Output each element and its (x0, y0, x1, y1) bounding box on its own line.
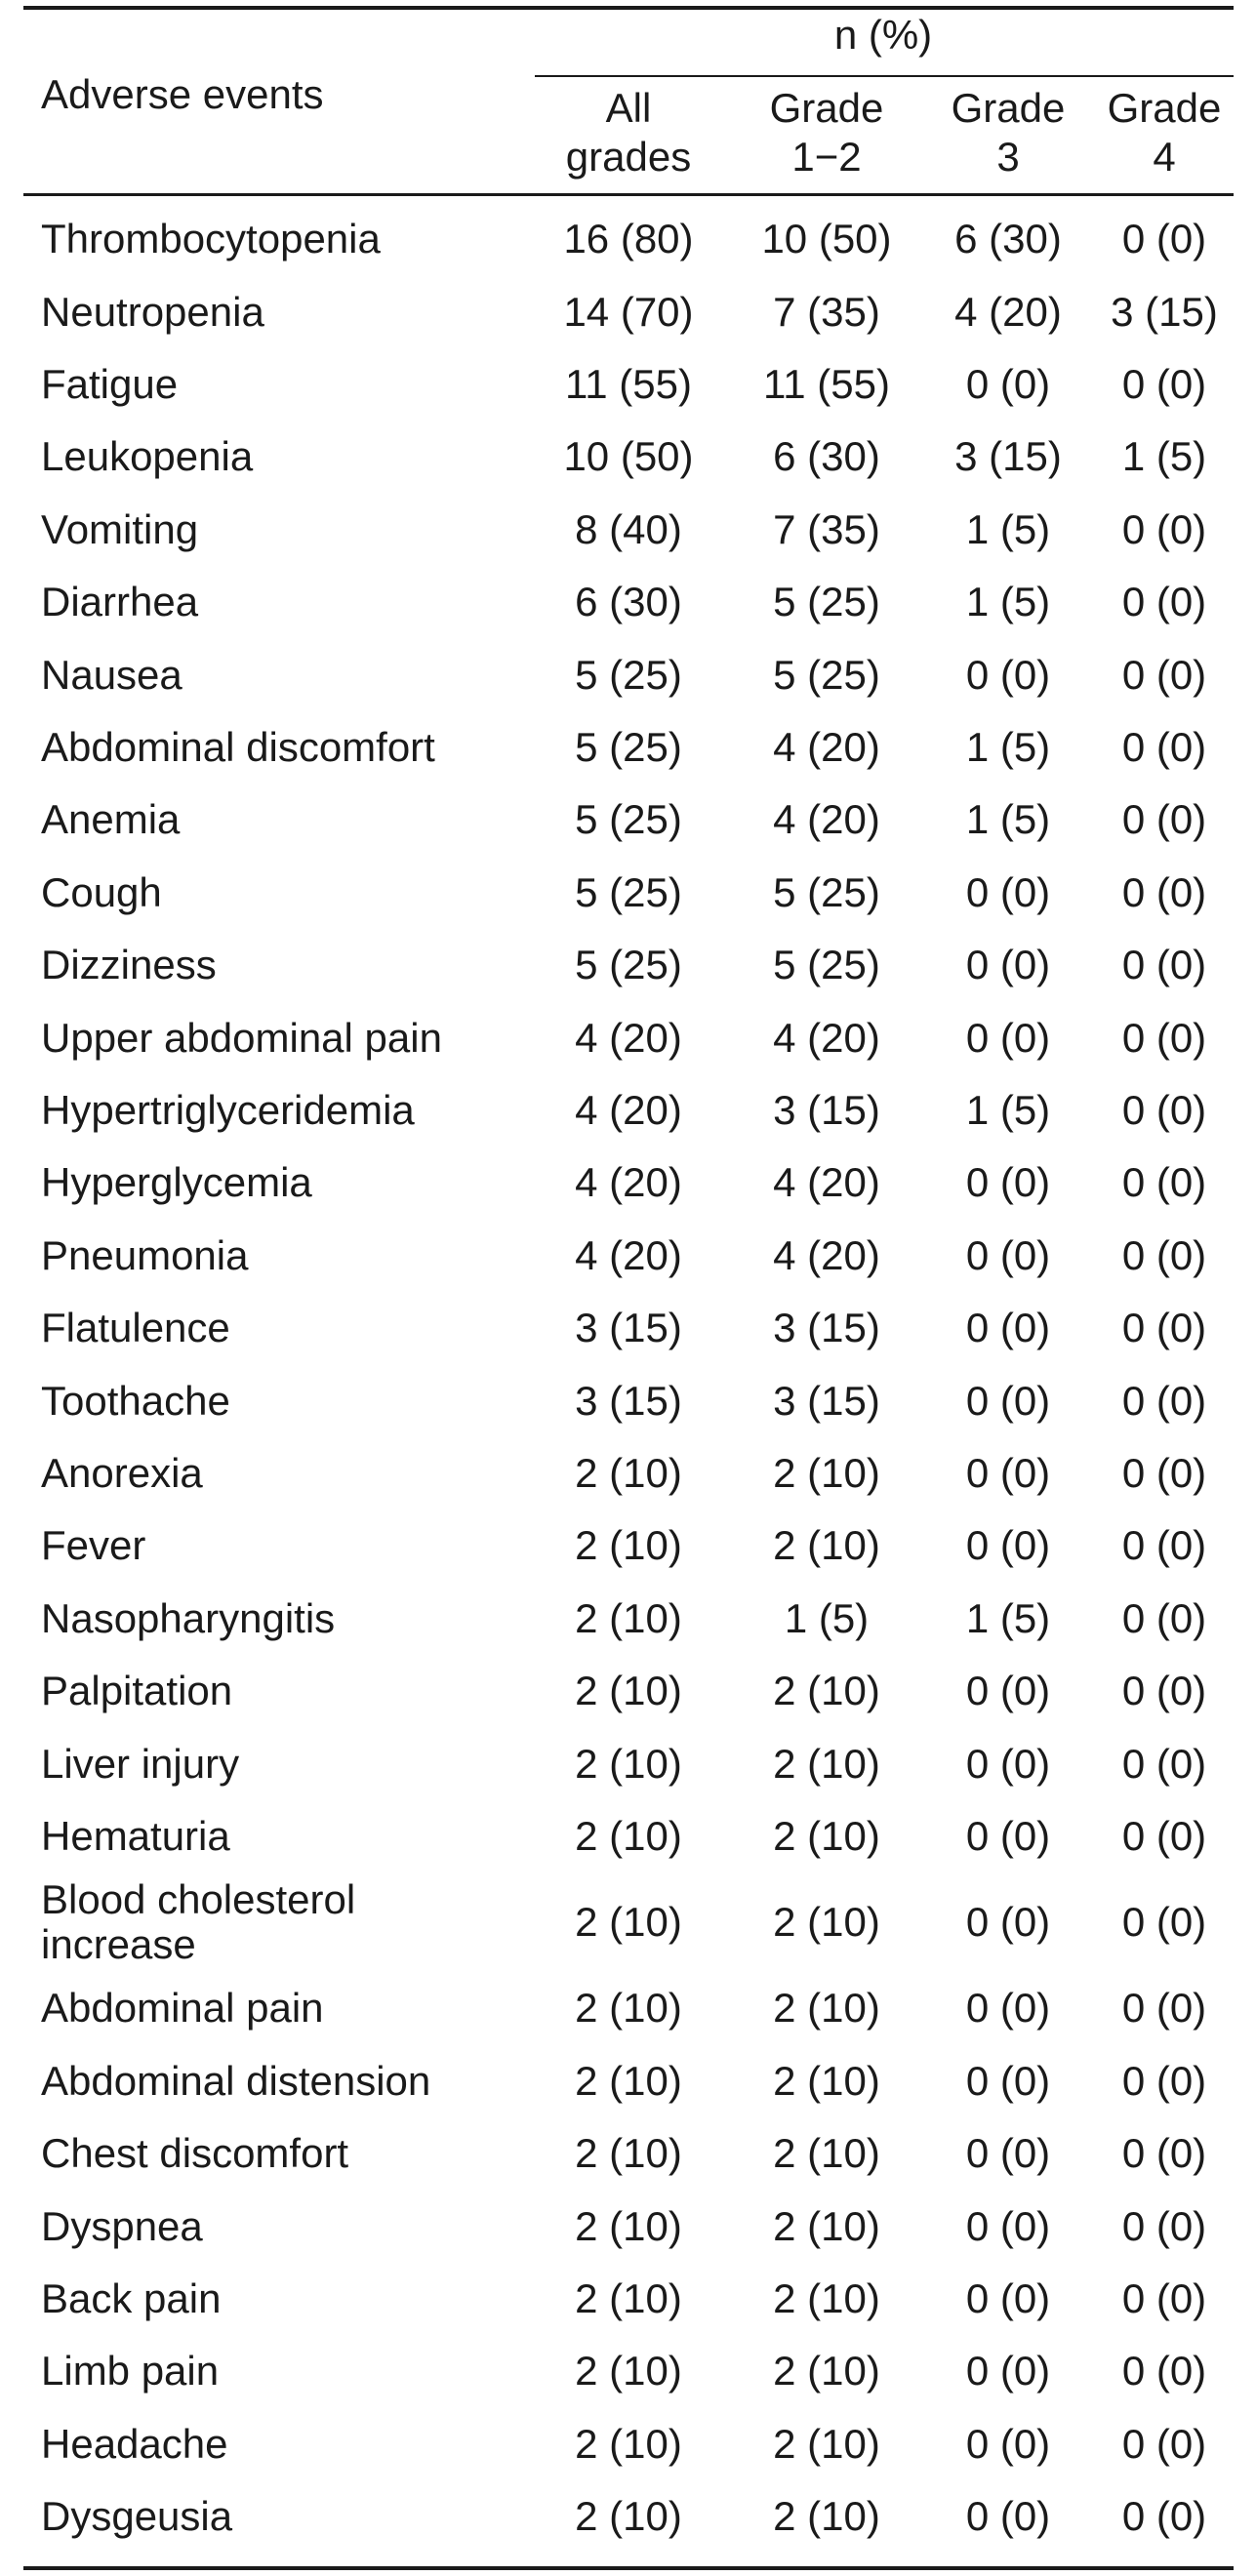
grade-3-cell: 1 (5) (965, 796, 1051, 843)
grade-3-cell: 0 (0) (965, 2202, 1051, 2249)
grade-3-cell: 1 (5) (965, 724, 1051, 770)
group-header: n (%) (833, 12, 933, 58)
adverse-event-name: Abdominal discomfort (41, 724, 435, 770)
all-grades-cell: 3 (15) (575, 1377, 682, 1424)
adverse-event-name: Pneumonia (41, 1231, 249, 1278)
grade-3-cell: 0 (0) (965, 1985, 1051, 2032)
grade-1-2-cell: 2 (10) (773, 1899, 880, 1946)
grade-3-cell: 0 (0) (965, 1668, 1051, 1714)
adverse-event-name: Upper abdominal pain (41, 1014, 442, 1061)
adverse-event-name: Abdominal pain (41, 1985, 324, 2032)
adverse-event-name: Liver injury (41, 1740, 240, 1787)
grade-3-cell: 0 (0) (965, 2420, 1051, 2467)
adverse-event-name: Diarrhea (41, 579, 199, 625)
grade-4-cell: 0 (0) (1121, 361, 1207, 407)
grade-4-cell: 0 (0) (1121, 1450, 1207, 1496)
grade-1-2-cell: 2 (10) (773, 2275, 880, 2321)
grade-3-cell: 0 (0) (965, 1305, 1051, 1351)
grade-4-cell: 0 (0) (1121, 1668, 1207, 1714)
grade-1-2-cell: 2 (10) (773, 2202, 880, 2249)
all-grades-cell: 14 (70) (563, 288, 694, 335)
grade-4-cell: 0 (0) (1121, 1305, 1207, 1351)
grade-4-cell: 0 (0) (1121, 2420, 1207, 2467)
grade-4-cell: 0 (0) (1121, 1985, 1207, 2032)
adverse-event-name-line: increase (41, 1921, 196, 1968)
all-grades-cell: 5 (25) (575, 868, 682, 915)
all-grades-cell: 11 (55) (565, 361, 692, 407)
first-column-header: Adverse events (41, 71, 324, 117)
all-grades-cell: 4 (20) (575, 1231, 682, 1278)
all-grades-cell: 2 (10) (575, 1450, 682, 1496)
all-grades-cell: 4 (20) (575, 1087, 682, 1133)
grade-3-cell: 0 (0) (965, 1740, 1051, 1787)
adverse-event-name: Dyspnea (41, 2202, 203, 2249)
bottom-rule (23, 2566, 1234, 2570)
grade-1-2-cell: 2 (10) (773, 2420, 880, 2467)
grade-1-2-cell: 10 (50) (761, 216, 892, 262)
grade-1-2-cell: 7 (35) (773, 505, 880, 552)
adverse-event-name: Hematuria (41, 1813, 230, 1859)
adverse-event-name: Abdominal distension (41, 2057, 431, 2104)
all-grades-cell: 5 (25) (575, 724, 682, 770)
grade-1-2-cell: 5 (25) (773, 942, 880, 988)
grade-4-cell: 0 (0) (1121, 505, 1207, 552)
adverse-event-name: Chest discomfort (41, 2130, 349, 2177)
grade-1-2-cell: 11 (55) (763, 361, 890, 407)
grade-4-cell: 0 (0) (1121, 796, 1207, 843)
grade-3-cell: 1 (5) (965, 579, 1051, 625)
adverse-event-name: Cough (41, 868, 162, 915)
all-grades-cell: 5 (25) (575, 651, 682, 698)
grade-4-cell: 0 (0) (1121, 1522, 1207, 1569)
grade-1-2-cell: 4 (20) (773, 1014, 880, 1061)
grade-3-cell: 0 (0) (965, 2493, 1051, 2540)
adverse-event-name: Limb pain (41, 2348, 220, 2395)
grade-4-cell: 0 (0) (1121, 2057, 1207, 2104)
adverse-event-name: Hypertriglyceridemia (41, 1087, 415, 1133)
grade-3-cell: 0 (0) (965, 2130, 1051, 2177)
grade-3-cell: 0 (0) (965, 1231, 1051, 1278)
all-grades-cell: 2 (10) (575, 1522, 682, 1569)
grade-4-cell: 0 (0) (1121, 2348, 1207, 2395)
grade-3-cell: 0 (0) (965, 2275, 1051, 2321)
grade-4-header-line1: Grade (1107, 85, 1222, 131)
grade-1-2-cell: 3 (15) (773, 1377, 880, 1424)
grade-4-cell: 0 (0) (1121, 868, 1207, 915)
adverse-event-name: Vomiting (41, 505, 199, 552)
grade-1-2-cell: 4 (20) (773, 796, 880, 843)
grade-1-2-cell: 5 (25) (773, 651, 880, 698)
grade-1-2-cell: 4 (20) (773, 724, 880, 770)
grade-3-header-line1: Grade (951, 85, 1066, 131)
grade-3-cell: 0 (0) (965, 1899, 1051, 1946)
grade-3-cell: 6 (30) (954, 216, 1062, 262)
grade-4-cell: 0 (0) (1121, 216, 1207, 262)
grade-1-2-cell: 2 (10) (773, 1740, 880, 1787)
grade-3-header-line2: 3 (996, 134, 1020, 180)
all-grades-cell: 8 (40) (575, 505, 682, 552)
grade-1-2-cell: 2 (10) (773, 1813, 880, 1859)
grade-3-cell: 1 (5) (965, 1087, 1051, 1133)
adverse-event-name: Dysgeusia (41, 2493, 233, 2540)
grade-1-2-cell: 2 (10) (773, 1450, 880, 1496)
grade-4-cell: 0 (0) (1121, 2130, 1207, 2177)
grade-3-cell: 0 (0) (965, 1450, 1051, 1496)
adverse-event-name: Nausea (41, 651, 182, 698)
grade-1-2-cell: 5 (25) (773, 868, 880, 915)
grade-4-cell: 0 (0) (1121, 1087, 1207, 1133)
grade-1-2-cell: 4 (20) (773, 1159, 880, 1206)
all-grades-cell: 2 (10) (575, 1668, 682, 1714)
grade-1-2-header-line2: 1−2 (791, 134, 862, 180)
grade-3-cell: 0 (0) (965, 2057, 1051, 2104)
all-grades-cell: 16 (80) (563, 216, 694, 262)
grade-1-2-cell: 2 (10) (773, 1985, 880, 2032)
grade-4-cell: 0 (0) (1121, 2493, 1207, 2540)
adverse-event-name: Toothache (41, 1377, 230, 1424)
grade-4-cell: 0 (0) (1121, 579, 1207, 625)
grade-3-cell: 0 (0) (965, 2348, 1051, 2395)
grade-1-2-header-line1: Grade (769, 85, 884, 131)
grade-1-2-cell: 4 (20) (773, 1231, 880, 1278)
grade-3-cell: 4 (20) (954, 288, 1062, 335)
header-rule (23, 193, 1234, 196)
grade-3-cell: 0 (0) (965, 1522, 1051, 1569)
grade-1-2-cell: 3 (15) (773, 1305, 880, 1351)
grade-1-2-cell: 1 (5) (784, 1594, 870, 1641)
grade-4-cell: 0 (0) (1121, 2202, 1207, 2249)
all-grades-cell: 3 (15) (575, 1305, 682, 1351)
grade-4-cell: 0 (0) (1121, 1594, 1207, 1641)
all-grades-cell: 2 (10) (575, 2348, 682, 2395)
all-grades-cell: 10 (50) (563, 433, 694, 480)
grade-4-cell: 0 (0) (1121, 651, 1207, 698)
grade-3-cell: 0 (0) (965, 1813, 1051, 1859)
grade-4-cell: 0 (0) (1121, 1740, 1207, 1787)
grade-1-2-cell: 2 (10) (773, 1522, 880, 1569)
grade-3-cell: 0 (0) (965, 942, 1051, 988)
grade-1-2-cell: 2 (10) (773, 2348, 880, 2395)
all-grades-cell: 2 (10) (575, 1985, 682, 2032)
adverse-event-name: Anemia (41, 796, 181, 843)
grade-3-cell: 1 (5) (965, 505, 1051, 552)
grade-3-cell: 3 (15) (954, 433, 1062, 480)
grade-1-2-cell: 5 (25) (773, 579, 880, 625)
adverse-event-name: Fatigue (41, 361, 179, 407)
all-grades-cell: 5 (25) (575, 796, 682, 843)
all-grades-cell: 2 (10) (575, 1899, 682, 1946)
grade-4-cell: 1 (5) (1121, 433, 1207, 480)
top-rule (23, 6, 1234, 10)
adverse-event-name: Leukopenia (41, 433, 254, 480)
adverse-event-name: Flatulence (41, 1305, 230, 1351)
grade-4-cell: 0 (0) (1121, 1231, 1207, 1278)
grade-4-cell: 0 (0) (1121, 1014, 1207, 1061)
all-grades-cell: 4 (20) (575, 1014, 682, 1061)
adverse-event-name: Neutropenia (41, 288, 264, 335)
grade-3-cell: 1 (5) (965, 1594, 1051, 1641)
grade-1-2-cell: 6 (30) (773, 433, 880, 480)
grade-1-2-cell: 2 (10) (773, 2493, 880, 2540)
grade-3-cell: 0 (0) (965, 361, 1051, 407)
all-grades-cell: 6 (30) (575, 579, 682, 625)
all-grades-cell: 2 (10) (575, 2057, 682, 2104)
grade-3-cell: 0 (0) (965, 868, 1051, 915)
adverse-event-name: Palpitation (41, 1668, 233, 1714)
grade-3-cell: 0 (0) (965, 1159, 1051, 1206)
adverse-event-name: Thrombocytopenia (41, 216, 381, 262)
all-grades-cell: 2 (10) (575, 2493, 682, 2540)
grade-4-cell: 0 (0) (1121, 1813, 1207, 1859)
grade-4-cell: 3 (15) (1111, 288, 1218, 335)
grade-3-cell: 0 (0) (965, 651, 1051, 698)
adverse-event-name: Headache (41, 2420, 228, 2467)
all-grades-cell: 2 (10) (575, 1740, 682, 1787)
grade-4-header-line2: 4 (1153, 134, 1176, 180)
all-grades-cell: 2 (10) (575, 2275, 682, 2321)
all-grades-cell: 2 (10) (575, 2130, 682, 2177)
grade-1-2-cell: 2 (10) (773, 2057, 880, 2104)
grade-1-2-cell: 7 (35) (773, 288, 880, 335)
grade-4-cell: 0 (0) (1121, 942, 1207, 988)
adverse-event-name: Anorexia (41, 1450, 203, 1496)
all-grades-header-line1: All (605, 85, 652, 131)
adverse-event-name: Hyperglycemia (41, 1159, 312, 1206)
adverse-event-name: Fever (41, 1522, 146, 1569)
adverse-event-name: Nasopharyngitis (41, 1594, 336, 1641)
grade-3-cell: 0 (0) (965, 1377, 1051, 1424)
all-grades-cell: 2 (10) (575, 2420, 682, 2467)
grade-4-cell: 0 (0) (1121, 2275, 1207, 2321)
grade-3-cell: 0 (0) (965, 1014, 1051, 1061)
grade-1-2-cell: 2 (10) (773, 1668, 880, 1714)
group-rule (535, 75, 1234, 77)
grade-4-cell: 0 (0) (1121, 1377, 1207, 1424)
all-grades-cell: 2 (10) (575, 1594, 682, 1641)
all-grades-cell: 2 (10) (575, 1813, 682, 1859)
grade-1-2-cell: 3 (15) (773, 1087, 880, 1133)
all-grades-cell: 5 (25) (575, 942, 682, 988)
adverse-event-name: Dizziness (41, 942, 217, 988)
all-grades-cell: 4 (20) (575, 1159, 682, 1206)
adverse-event-name: Back pain (41, 2275, 222, 2321)
grade-4-cell: 0 (0) (1121, 1159, 1207, 1206)
all-grades-cell: 2 (10) (575, 2202, 682, 2249)
adverse-event-name-line: Blood cholesterol (41, 1876, 356, 1923)
grade-4-cell: 0 (0) (1121, 1899, 1207, 1946)
grade-4-cell: 0 (0) (1121, 724, 1207, 770)
grade-1-2-cell: 2 (10) (773, 2130, 880, 2177)
all-grades-header-line2: grades (565, 134, 692, 180)
